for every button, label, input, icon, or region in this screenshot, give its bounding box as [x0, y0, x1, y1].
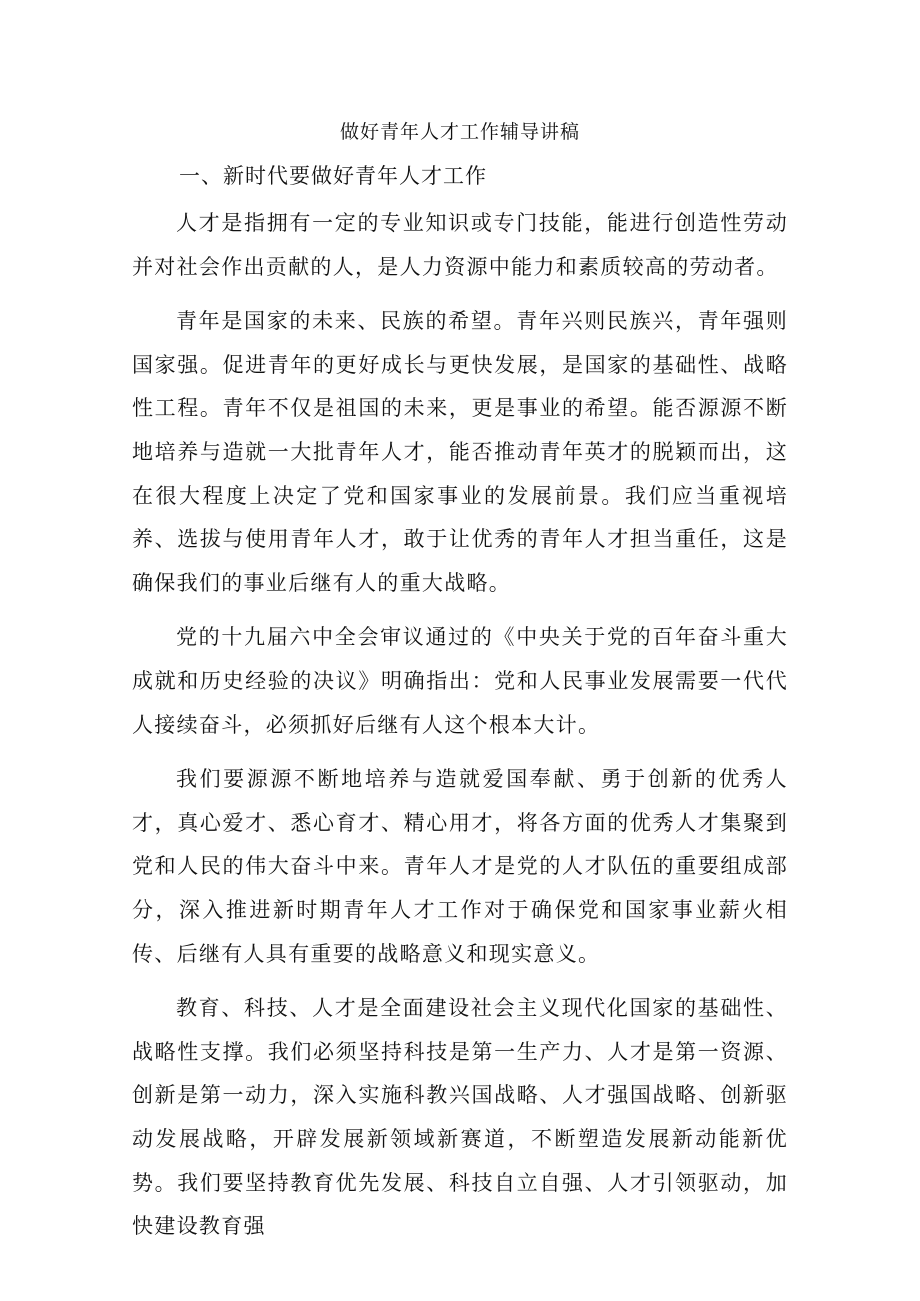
paragraph-party-resolution: 党的十九届六中全会审议通过的《中央关于党的百年奋斗重大成就和历史经验的决议》明确指出：党和人民事业发展需要一代代人接续奋斗，必须抓好后继有人这个根本大计。	[132, 625, 788, 737]
paragraph-education-science-talent: 教育、科技、人才是全面建设社会主义现代化国家的基础性、战略性支撑。我们必须坚持科技是第一生产力、人才是第一资源、创新是第一动力，深入实施科教兴国战略、人才强国战略、创新驱动发展战略，开辟发展新领域新赛道，不断塑造发展新动能新优势。我们要坚持教育优先发展、科技自立自强、人才引领驱动，加快建设教育强	[132, 995, 788, 1239]
document-body	[132, 202, 788, 1260]
paragraph-cultivate-talent: 我们要源源不断地培养与造就爱国奉献、勇于创新的优秀人才，真心爱才、悉心育才、精心用才，将各方面的优秀人才集聚到党和人民的伟大奋斗中来。青年人才是党的人才队伍的重要组成部分，深入推进新时期青年人才工作对于确保党和国家事业薪火相传、后继有人具有重要的战略意义和现实意义。	[132, 766, 788, 966]
section-heading: 一、新时代要做好青年人才工作	[179, 164, 487, 188]
paragraph-talent-definition: 人才是指拥有一定的专业知识或专门技能，能进行创造性劳动并对社会作出贡献的人，是人力资源中能力和素质较高的劳动者。	[132, 211, 788, 279]
document-title: 做好青年人才工作辅导讲稿	[339, 121, 580, 143]
paragraph-youth-future: 青年是国家的未来、民族的希望。青年兴则民族兴，青年强则国家强。促进青年的更好成长与更快发展，是国家的基础性、战略性工程。青年不仅是祖国的未来，更是事业的希望。能否源源不断地培养与造就一大批青年人才，能否推动青年英才的脱颖而出，这在很大程度上决定了党和国家事业的发展前景。我们应当重视培养、选拔与使用青年人才，敢于让优秀的青年人才担当重任，这是确保我们的事业后继有人的重大战略。	[132, 308, 788, 596]
